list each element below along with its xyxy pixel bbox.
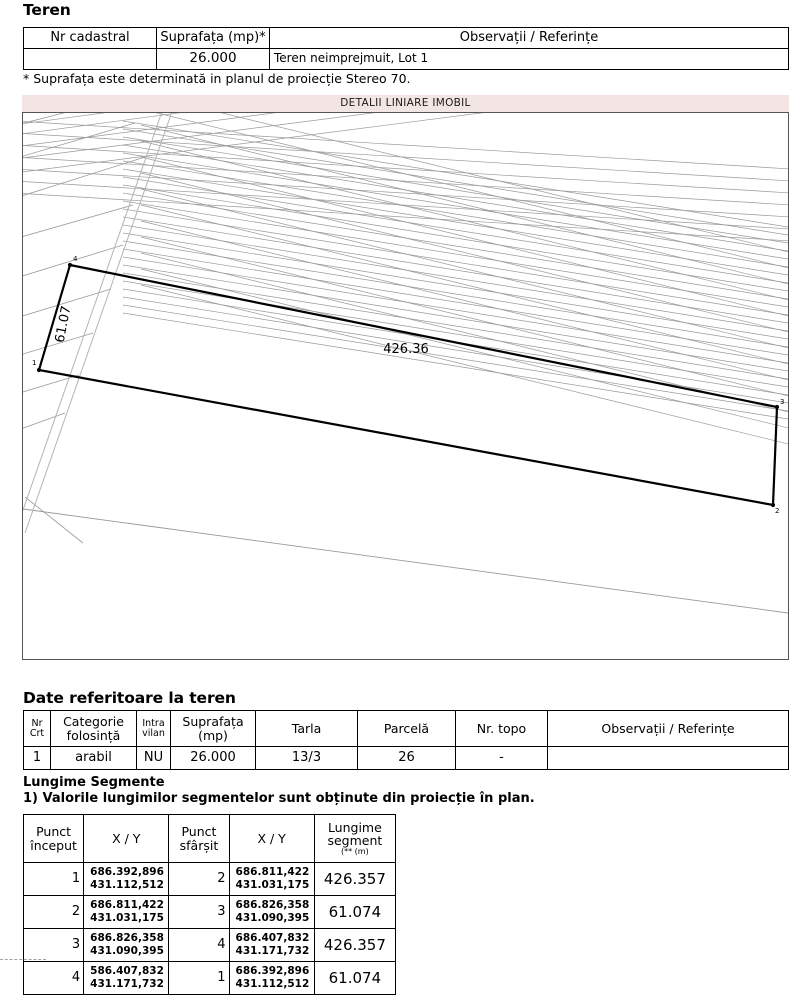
table-row (24, 896, 396, 929)
cell-lungime: 426.357 (314, 929, 395, 962)
table-row (24, 962, 396, 995)
cell-xy-start: 686.826,358 431.090,395 (84, 929, 169, 962)
table-row (24, 863, 396, 896)
cell-punct-inceput: 2 (24, 896, 84, 929)
edge-label-426: 426.36 (383, 342, 429, 357)
cell-xy-end: 686.826,358 431.090,395 (229, 896, 314, 929)
lungime-segmente-title: Lungime Segmente (23, 775, 165, 790)
cell-xy-start: 686.392,896 431.112,512 (84, 863, 169, 896)
table-header-row (24, 711, 789, 747)
map-canvas[interactable] (22, 112, 789, 660)
header-nr-topo: Nr. topo (456, 711, 548, 747)
neighbor-parcel-lines (23, 113, 788, 613)
cell-punct-inceput: 3 (24, 929, 84, 962)
cell-punct-sfarsit: 3 (169, 896, 229, 929)
header-nr-crt: Nr Crt (24, 711, 51, 747)
cell-nr-topo: - (456, 747, 548, 770)
table-row (24, 747, 789, 770)
header-lungime-unit: (** (m) (341, 846, 369, 856)
page-title-teren: Teren (23, 1, 71, 19)
header-nr-cadastral: Nr cadastral (24, 28, 157, 49)
header-punct-inceput: Punct început (24, 815, 84, 863)
table-row (24, 929, 396, 962)
header-parcela: Parcelă (358, 711, 456, 747)
cell-lungime: 61.074 (314, 896, 395, 929)
cell-punct-sfarsit: 1 (169, 962, 229, 995)
cell-xy-start: 586.407,832 431.171,732 (84, 962, 169, 995)
table-header-row (24, 815, 396, 863)
cell-suprafata: 26.000 (171, 747, 256, 770)
map-caption: DETALII LINIARE IMOBIL (22, 95, 789, 112)
cadastral-plan-svg (23, 113, 788, 659)
map-block (22, 95, 789, 660)
vertex-label-4: 4 (73, 255, 78, 263)
table-row (24, 49, 789, 70)
cell-lungime: 426.357 (314, 863, 395, 896)
header-intravilan: Intra vilan (137, 711, 171, 747)
cell-punct-sfarsit: 2 (169, 863, 229, 896)
header-punct-sfarsit: Punct sfârșit (169, 815, 229, 863)
header-xy-start: X / Y (84, 815, 169, 863)
header-lungime-segment (314, 815, 395, 863)
cell-parcela: 26 (358, 747, 456, 770)
header-suprafata: Suprafața (mp) (171, 711, 256, 747)
cell-suprafata: 26.000 (157, 49, 270, 70)
cell-xy-end: 686.407,832 431.171,732 (229, 929, 314, 962)
edge-label-61: 61.07 (52, 304, 75, 345)
header-categorie: Categorie folosință (51, 711, 137, 747)
page-title-date-teren: Date referitoare la teren (23, 689, 236, 707)
cell-tarla: 13/3 (256, 747, 358, 770)
vertex-label-1: 1 (32, 359, 37, 367)
date-teren-table (23, 710, 789, 770)
cell-intravilan: NU (137, 747, 171, 770)
lungime-segmente-note: 1) Valorile lungimilor segmentelor sunt obținute din proiecție în plan. (23, 791, 535, 806)
cell-observatii: Teren neimprejmuit, Lot 1 (270, 49, 789, 70)
crop-mark-line (0, 959, 46, 960)
cell-observatii (548, 747, 789, 770)
cell-punct-inceput: 1 (24, 863, 84, 896)
cell-punct-sfarsit: 4 (169, 929, 229, 962)
header-suprafata: Suprafața (mp)* (157, 28, 270, 49)
vertex-label-3: 3 (780, 398, 785, 406)
cell-lungime: 61.074 (314, 962, 395, 995)
table-header-row (24, 28, 789, 49)
header-lungime-label: Lungime segment (327, 819, 383, 849)
header-xy-end: X / Y (229, 815, 314, 863)
header-observatii: Observații / Referințe (548, 711, 789, 747)
cell-xy-start: 686.811,422 431.031,175 (84, 896, 169, 929)
header-observatii: Observații / Referințe (270, 28, 789, 49)
segmente-table (23, 814, 396, 995)
cell-punct-inceput: 4 (24, 962, 84, 995)
cell-nr-crt: 1 (24, 747, 51, 770)
vertex-label-2: 2 (775, 507, 780, 515)
header-tarla: Tarla (256, 711, 358, 747)
cell-nr-cadastral (24, 49, 157, 70)
cell-xy-end: 686.392,896 431.112,512 (229, 962, 314, 995)
teren-table (23, 27, 789, 70)
teren-footnote: * Suprafața este determinată in planul de proiecție Stereo 70. (23, 71, 411, 86)
cell-categorie: arabil (51, 747, 137, 770)
cell-xy-end: 686.811,422 431.031,175 (229, 863, 314, 896)
